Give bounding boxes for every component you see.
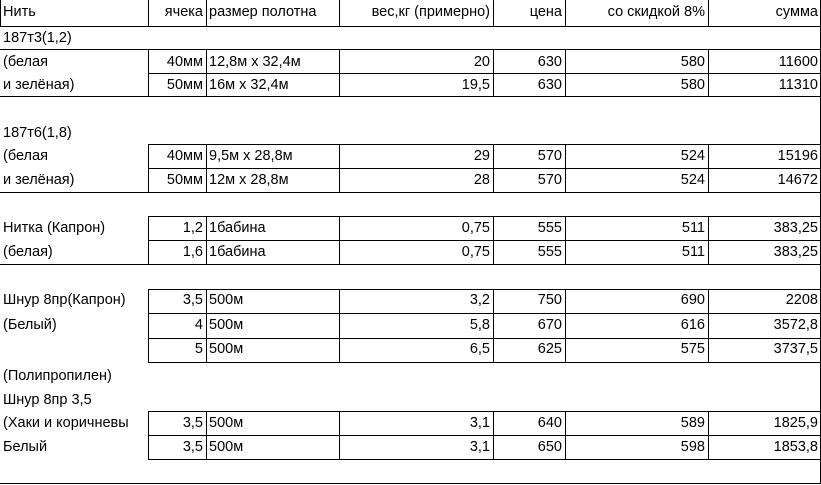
table-cell[interactable]: 5,8 <box>469 317 490 333</box>
table-cell[interactable]: 580 <box>680 77 705 93</box>
table-cell[interactable]: 50мм <box>166 172 203 188</box>
table-cell[interactable]: 11600 <box>778 54 818 70</box>
table-cell[interactable] <box>0 97 148 121</box>
header-cell[interactable]: цена <box>529 4 562 20</box>
table-cell[interactable] <box>708 26 821 50</box>
table-cell[interactable]: (Белый) <box>3 317 57 333</box>
table-cell[interactable] <box>493 264 565 288</box>
table-cell[interactable]: 1,2 <box>182 220 203 236</box>
table-cell[interactable]: 1825,9 <box>773 415 818 431</box>
header-cell[interactable]: сумма <box>775 4 818 20</box>
table-cell[interactable] <box>565 121 708 145</box>
table-cell[interactable]: 670 <box>537 317 562 333</box>
table-cell[interactable]: 15196 <box>777 148 818 164</box>
table-cell[interactable] <box>339 264 493 288</box>
table-cell[interactable]: 511 <box>681 220 705 236</box>
table-cell[interactable] <box>0 264 148 288</box>
table-row <box>0 121 821 145</box>
table-cell[interactable]: 9,5м х 28,8м <box>209 148 293 164</box>
table-cell[interactable]: 0,75 <box>461 244 490 260</box>
table-cell[interactable] <box>493 97 565 121</box>
header-cell[interactable]: Нить <box>3 4 36 20</box>
table-cell[interactable]: 500м <box>209 317 244 333</box>
table-cell[interactable] <box>339 388 493 412</box>
table-cell[interactable]: 40мм <box>166 54 203 70</box>
table-cell[interactable] <box>148 26 206 50</box>
table-cell[interactable] <box>565 26 708 50</box>
table-cell[interactable] <box>148 388 206 412</box>
table-cell[interactable]: 625 <box>537 341 562 357</box>
table-row <box>0 435 821 459</box>
table-cell[interactable] <box>493 364 565 388</box>
table-cell[interactable]: 1853,8 <box>773 439 818 455</box>
table-cell[interactable] <box>206 364 339 388</box>
table-cell[interactable]: 5 <box>194 341 203 357</box>
table-cell[interactable]: 187т6(1,8) <box>3 125 72 141</box>
table-cell[interactable]: 29 <box>473 148 490 164</box>
header-cell[interactable]: вес,кг (примерно) <box>371 4 490 20</box>
table-cell[interactable]: 12,8м х 32,4м <box>209 54 301 70</box>
table-cell[interactable]: 0,75 <box>461 220 490 236</box>
table-cell[interactable]: 1,6 <box>182 244 203 260</box>
table-cell[interactable]: Шнур 8пр 3,5 <box>3 392 92 408</box>
table-cell[interactable]: 16м х 32,4м <box>209 77 289 93</box>
table-cell[interactable]: и зелёная) <box>3 172 75 188</box>
table-cell[interactable] <box>708 364 821 388</box>
table-cell[interactable]: 750 <box>537 292 562 308</box>
table-cell[interactable] <box>206 193 339 217</box>
table-cell[interactable]: 20 <box>473 54 490 70</box>
table-cell[interactable]: 4 <box>194 317 203 333</box>
table-cell[interactable]: 19,5 <box>461 77 490 93</box>
header-cell[interactable]: размер полотна <box>209 4 317 20</box>
table-cell[interactable] <box>565 264 708 288</box>
table-cell[interactable]: 11310 <box>778 77 818 93</box>
table-row <box>0 264 821 288</box>
table-row <box>0 240 821 264</box>
table-cell[interactable] <box>148 97 206 121</box>
table-cell[interactable]: 3,1 <box>469 415 490 431</box>
table-cell[interactable] <box>493 193 565 217</box>
header-cell[interactable]: со скидкой 8% <box>607 4 705 20</box>
table-row <box>0 26 821 50</box>
table-row <box>0 193 821 217</box>
table-cell[interactable]: (Полипропилен) <box>3 368 112 384</box>
header-cell[interactable]: ячека <box>164 4 203 20</box>
table-row <box>0 144 821 168</box>
table-row <box>0 73 821 97</box>
table-cell[interactable]: 650 <box>537 439 562 455</box>
table-cell[interactable] <box>339 121 493 145</box>
table-cell[interactable] <box>565 97 708 121</box>
table-cell[interactable]: 630 <box>537 54 562 70</box>
grid-hline <box>148 362 821 363</box>
table-cell[interactable] <box>339 97 493 121</box>
table-cell[interactable] <box>708 121 821 145</box>
table-cell[interactable] <box>565 193 708 217</box>
table-cell[interactable] <box>493 26 565 50</box>
table-cell[interactable] <box>148 193 206 217</box>
table-cell[interactable]: 187т3(1,2) <box>3 30 72 46</box>
table-cell[interactable] <box>708 97 821 121</box>
table-cell[interactable] <box>206 97 339 121</box>
table-cell[interactable]: 2208 <box>785 292 818 308</box>
table-cell[interactable] <box>0 337 148 361</box>
table-cell[interactable]: Белый <box>3 439 48 455</box>
table-cell[interactable]: (белая <box>3 148 48 164</box>
table-cell[interactable]: 555 <box>537 220 562 236</box>
grid-hline <box>148 459 821 460</box>
table-cell[interactable]: 28 <box>473 172 490 188</box>
table-cell[interactable]: Нитка (Капрон) <box>3 220 106 236</box>
table-cell[interactable] <box>206 264 339 288</box>
table-cell[interactable]: 640 <box>537 415 562 431</box>
table-row <box>0 50 821 74</box>
header-row <box>0 0 821 24</box>
table-cell[interactable]: 3737,5 <box>773 341 818 357</box>
table-cell[interactable] <box>339 26 493 50</box>
table-cell[interactable]: (белая <box>3 54 48 70</box>
table-cell[interactable] <box>339 193 493 217</box>
table-cell[interactable]: 570 <box>537 148 562 164</box>
table-cell[interactable] <box>148 121 206 145</box>
table-cell[interactable] <box>493 121 565 145</box>
table-cell[interactable] <box>493 388 565 412</box>
table-row <box>0 288 821 312</box>
table-cell[interactable] <box>708 388 821 412</box>
table-cell[interactable]: 500м <box>209 292 244 308</box>
table-cell[interactable]: 500м <box>209 439 244 455</box>
table-cell[interactable]: (белая) <box>3 244 53 260</box>
table-cell[interactable] <box>148 264 206 288</box>
table-cell[interactable] <box>708 264 821 288</box>
table-cell[interactable] <box>339 364 493 388</box>
table-cell[interactable]: 6,5 <box>469 341 490 357</box>
table-row <box>0 313 821 337</box>
table-cell[interactable]: 3,5 <box>182 439 203 455</box>
table-cell[interactable]: 616 <box>680 317 705 333</box>
table-cell[interactable]: 630 <box>537 77 562 93</box>
table-cell[interactable]: 690 <box>680 292 705 308</box>
table-cell[interactable]: 3,1 <box>469 439 490 455</box>
table-cell[interactable]: 1бабина <box>209 220 266 236</box>
table-cell[interactable]: 580 <box>680 54 705 70</box>
table-row <box>0 388 821 412</box>
grid-hline <box>0 483 821 484</box>
table-cell[interactable]: 383,25 <box>773 244 818 260</box>
table-cell[interactable]: 383,25 <box>773 220 818 236</box>
table-cell[interactable] <box>708 193 821 217</box>
table-cell[interactable]: 524 <box>680 148 705 164</box>
table-row <box>0 216 821 240</box>
table-cell[interactable]: Шнур 8пр(Капрон) <box>3 292 126 308</box>
table-cell[interactable] <box>206 26 339 50</box>
table-cell[interactable]: 3,5 <box>182 292 203 308</box>
table-cell[interactable]: 500м <box>209 415 244 431</box>
table-cell[interactable]: 3572,8 <box>773 317 818 333</box>
table-cell[interactable]: 40мм <box>166 148 203 164</box>
table-cell[interactable]: 589 <box>680 415 705 431</box>
table-cell[interactable] <box>0 193 148 217</box>
table-cell[interactable]: 575 <box>680 341 705 357</box>
table-cell[interactable]: 3,5 <box>182 415 203 431</box>
table-cell[interactable] <box>206 121 339 145</box>
table-row <box>0 97 821 121</box>
table-cell[interactable]: 3,2 <box>469 292 490 308</box>
table-cell[interactable]: 598 <box>680 439 705 455</box>
table-cell[interactable]: 1бабина <box>209 244 266 260</box>
table-row <box>0 168 821 192</box>
table-cell[interactable]: 524 <box>680 172 705 188</box>
table-cell[interactable]: 50мм <box>166 77 203 93</box>
table-cell[interactable] <box>206 388 339 412</box>
table-cell[interactable]: 511 <box>681 244 705 260</box>
table-cell[interactable]: (Хаки и коричневы <box>3 415 129 431</box>
table-cell[interactable] <box>148 364 206 388</box>
table-cell[interactable]: 555 <box>537 244 562 260</box>
table-cell[interactable] <box>565 388 708 412</box>
table-cell[interactable]: 12м х 28,8м <box>209 172 289 188</box>
table-row <box>0 337 821 361</box>
table-cell[interactable]: 500м <box>209 341 244 357</box>
table-row <box>0 411 821 435</box>
table-row <box>0 364 821 388</box>
table-cell[interactable]: 14672 <box>777 172 818 188</box>
table-cell[interactable]: 570 <box>537 172 562 188</box>
table-cell[interactable] <box>565 364 708 388</box>
table-cell[interactable]: и зелёная) <box>3 77 75 93</box>
